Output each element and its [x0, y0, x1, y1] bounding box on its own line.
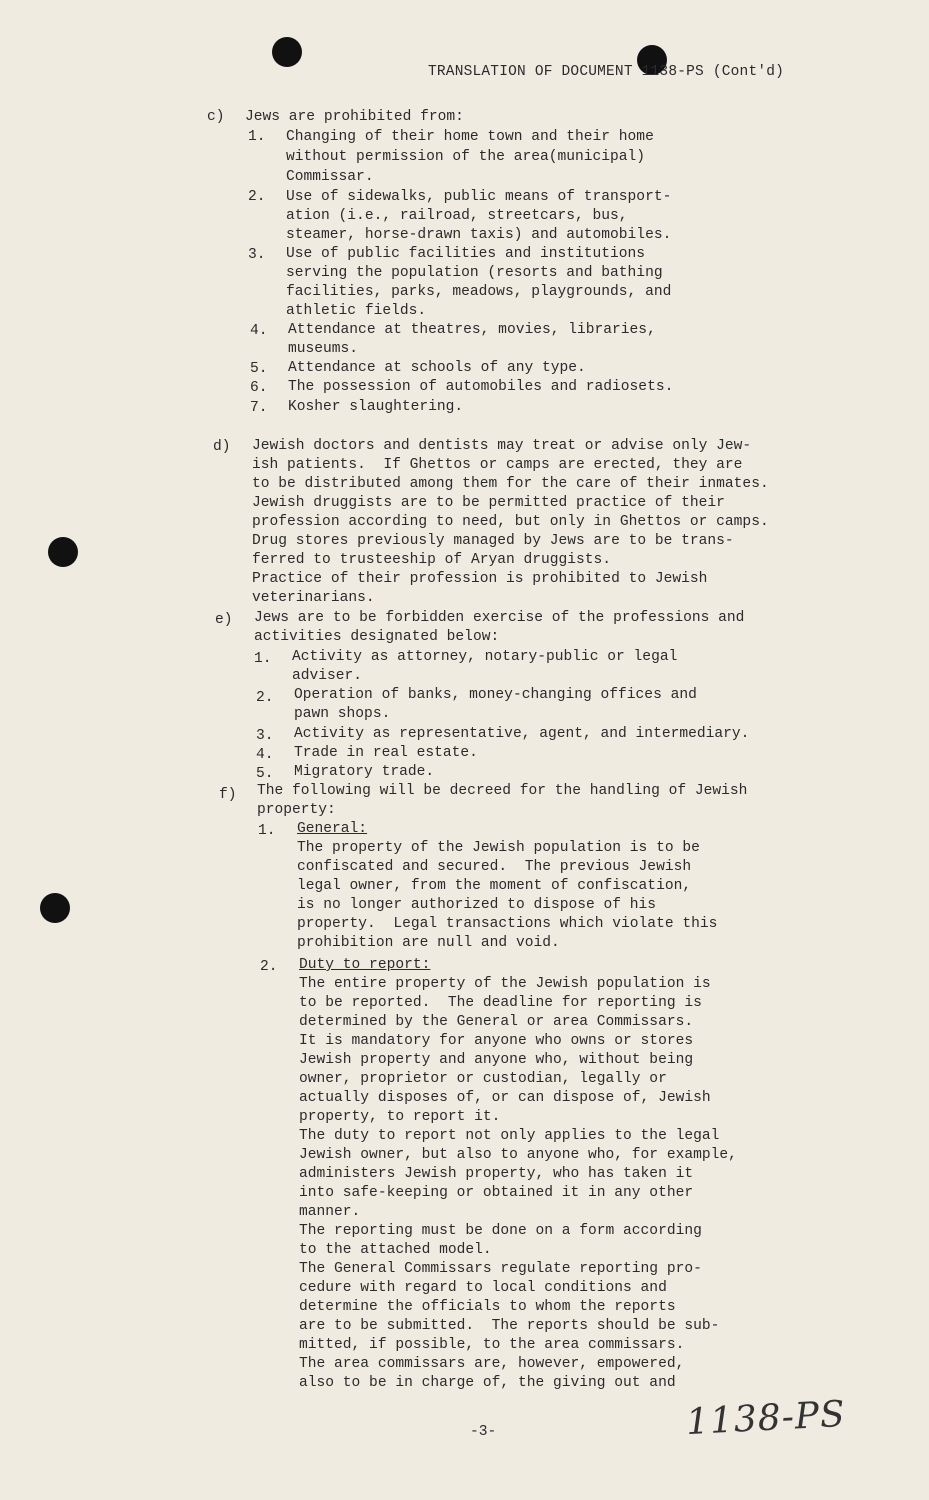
section-f-item-2-line-1: The entire property of the Jewish population is	[299, 976, 711, 992]
section-e-item-5-num: 5.	[256, 766, 274, 782]
section-e-item-3-line-1: Activity as representative, agent, and intermediary.	[294, 726, 750, 742]
section-d-line-1: Jewish doctors and dentists may treat or advise only Jew-	[252, 438, 752, 454]
punch-hole-top-left	[272, 37, 302, 67]
section-f-item-2-line-7: actually disposes of, or can dispose of, Jewish	[299, 1090, 711, 1106]
section-d-line-2: ish patients. If Ghettos or camps are erected, they are	[252, 457, 743, 473]
section-f-item-2-line-13: manner.	[299, 1204, 361, 1220]
section-c-item-2-num: 2.	[248, 189, 266, 205]
section-c-item-3-line-4: athletic fields.	[286, 303, 427, 319]
section-d-line-3: to be distributed among them for the care of their inmates.	[252, 476, 769, 492]
section-e-item-3-num: 3.	[256, 728, 274, 744]
section-f-item-2-line-12: into safe-keeping or obtained it in any other	[299, 1185, 694, 1201]
section-f-item-2-line-8: property, to report it.	[299, 1109, 501, 1125]
section-f-item-2-line-22: also to be in charge of, the giving out and	[299, 1375, 676, 1391]
section-f-item-1-line-6: prohibition are null and void.	[297, 935, 560, 951]
section-e-item-1-num: 1.	[254, 651, 272, 667]
section-f-item-2-line-11: administers Jewish property, who has taken it	[299, 1166, 694, 1182]
section-c-item-3-line-1: Use of public facilities and institutions	[286, 246, 646, 262]
section-c-item-1-line-2: without permission of the area(municipal)	[286, 149, 646, 165]
section-c-item-2-line-1: Use of sidewalks, public means of transport-	[286, 189, 672, 205]
section-d-label: d)	[213, 439, 231, 455]
section-d-line-9: veterinarians.	[252, 590, 375, 606]
section-f-item-2-line-5: Jewish property and anyone who, without being	[299, 1052, 694, 1068]
section-f-item-2-line-10: Jewish owner, but also to anyone who, for example,	[299, 1147, 737, 1163]
section-c-item-5-num: 5.	[250, 361, 268, 377]
section-c-item-3-line-2: serving the population (resorts and bathing	[286, 265, 663, 281]
section-e-intro-2: activities designated below:	[254, 629, 500, 645]
section-c-item-7-num: 7.	[250, 400, 268, 416]
section-c-item-7-line-1: Kosher slaughtering.	[288, 399, 464, 415]
section-f-item-1-line-4: is no longer authorized to dispose of his	[297, 897, 657, 913]
section-c-item-3-num: 3.	[248, 247, 266, 263]
section-f-intro-1: The following will be decreed for the handling of Jewish	[257, 783, 748, 799]
section-c-item-2-line-2: ation (i.e., railroad, streetcars, bus,	[286, 208, 628, 224]
section-f-item-2-line-14: The reporting must be done on a form according	[299, 1223, 702, 1239]
section-f-item-1-line-1: The property of the Jewish population is to be	[297, 840, 700, 856]
section-c-item-4-num: 4.	[250, 323, 268, 339]
section-d-line-6: Drug stores previously managed by Jews are to be trans-	[252, 533, 734, 549]
section-f-label: f)	[219, 787, 237, 803]
section-e-item-4-num: 4.	[256, 747, 274, 763]
section-c-item-6-line-1: The possession of automobiles and radiosets.	[288, 379, 674, 395]
section-c-item-1-num: 1.	[248, 129, 266, 145]
section-e-item-2-line-1: Operation of banks, money-changing offices and	[294, 687, 697, 703]
section-e-label: e)	[215, 612, 233, 628]
section-f-item-2-line-17: cedure with regard to local conditions and	[299, 1280, 667, 1296]
section-c-item-6-num: 6.	[250, 380, 268, 396]
punch-hole-lower-left	[40, 893, 70, 923]
section-f-item-2-line-18: determine the officials to whom the reports	[299, 1299, 676, 1315]
section-c-item-2-line-3: steamer, horse-drawn taxis) and automobiles.	[286, 227, 672, 243]
section-c-item-4-line-2: museums.	[288, 341, 359, 357]
section-c-label: c)	[207, 109, 225, 125]
section-e-item-1-line-2: adviser.	[292, 668, 363, 684]
section-f-item-2-line-9: The duty to report not only applies to the legal	[299, 1128, 720, 1144]
section-c-item-4-line-1: Attendance at theatres, movies, libraries,	[288, 322, 656, 338]
section-f-item-2-line-16: The General Commissars regulate reporting pro-	[299, 1261, 702, 1277]
section-e-item-2-line-2: pawn shops.	[294, 706, 391, 722]
section-f-item-1-title: General:	[297, 821, 368, 837]
section-c-item-5-line-1: Attendance at schools of any type.	[288, 360, 586, 376]
section-d-line-4: Jewish druggists are to be permitted practice of their	[252, 495, 725, 511]
section-c-item-1-line-1: Changing of their home town and their home	[286, 129, 654, 145]
section-e-item-4-line-1: Trade in real estate.	[294, 745, 478, 761]
section-c-item-3-line-3: facilities, parks, meadows, playgrounds, and	[286, 284, 672, 300]
section-f-item-2-num: 2.	[260, 959, 278, 975]
section-e-item-1-line-1: Activity as attorney, notary-public or legal	[292, 649, 678, 665]
section-f-item-2-line-21: The area commissars are, however, empowered,	[299, 1356, 685, 1372]
section-d-line-5: profession according to need, but only in Ghettos or camps.	[252, 514, 769, 530]
section-e-item-2-num: 2.	[256, 690, 274, 706]
section-e-intro-1: Jews are to be forbidden exercise of the professions and	[254, 610, 745, 626]
page-header: TRANSLATION OF DOCUMENT 1138-PS (Cont'd)	[428, 64, 785, 80]
section-d-line-7: ferred to trusteeship of Aryan druggists.	[252, 552, 612, 568]
section-f-intro-2: property:	[257, 802, 336, 818]
section-c-item-1-line-3: Commissar.	[286, 169, 374, 185]
section-c-intro: Jews are prohibited from:	[245, 109, 464, 125]
section-f-item-1-line-3: legal owner, from the moment of confiscation,	[297, 878, 692, 894]
section-f-item-2-line-3: determined by the General or area Commissars.	[299, 1014, 694, 1030]
section-f-item-2-title: Duty to report:	[299, 957, 431, 973]
section-f-item-1-line-2: confiscated and secured. The previous Jewish	[297, 859, 692, 875]
section-f-item-2-line-19: are to be submitted. The reports should be sub-	[299, 1318, 720, 1334]
section-f-item-2-line-15: to the attached model.	[299, 1242, 492, 1258]
section-f-item-1-num: 1.	[258, 823, 276, 839]
page-number: -3-	[470, 1424, 497, 1440]
section-f-item-2-line-4: It is mandatory for anyone who owns or stores	[299, 1033, 694, 1049]
section-f-item-1-line-5: property. Legal transactions which violate this	[297, 916, 718, 932]
section-f-item-2-line-2: to be reported. The deadline for reporting is	[299, 995, 702, 1011]
section-f-item-2-line-6: owner, proprietor or custodian, legally or	[299, 1071, 667, 1087]
section-f-item-2-line-20: mitted, if possible, to the area commissars.	[299, 1337, 685, 1353]
section-e-item-5-line-1: Migratory trade.	[294, 764, 435, 780]
section-d-line-8: Practice of their profession is prohibited to Jewish	[252, 571, 708, 587]
handwritten-document-id: 1138-PS	[685, 1393, 847, 1444]
punch-hole-middle-left	[48, 537, 78, 567]
